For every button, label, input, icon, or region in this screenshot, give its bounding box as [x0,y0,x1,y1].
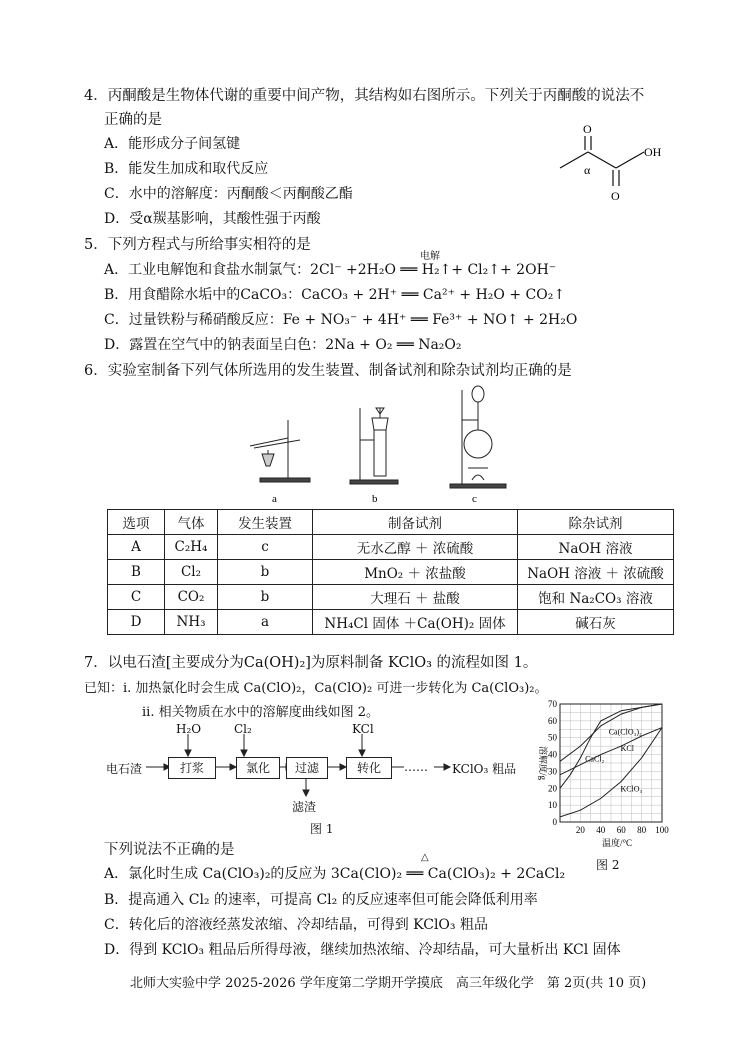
structure-alpha: α [584,163,591,177]
table-row [108,610,674,635]
q7-option-b: B．提高通入 Cl₂ 的速率，可提高 Cl₂ 的反应速率但可能会降低利用率 [104,892,538,908]
y-tick-label: 20 [548,783,557,794]
table-cell: 无水乙醇 ＋ 浓硫酸 [313,535,518,560]
q4-option-a: A．能形成分子间氢键 [104,136,241,152]
q6-stem: 6．实验室制备下列气体所选用的发生装置、制备试剂和除杂试剂均正确的是 [84,363,572,379]
flow-end: KClO₃ 粗品 [452,762,517,776]
pyruvic-acid-structure [548,120,678,210]
x-tick-label: 100 [655,825,669,835]
y-tick-label: 70 [548,699,557,709]
table-cell: b [218,560,313,585]
q5-option-a: A．工业电解饱和食盐水制氯气：2Cl⁻ +2H₂O ══ H₂↑+ Cl₂↑+ 2OH⁻ [104,262,557,278]
x-tick-label: 20 [575,825,585,835]
x-axis-label: 温度/°C [601,838,633,848]
q7-option-d: D．得到 KClO₃ 粗品后所得母液，继续加热浓缩、冷却结晶，可大量析出 KCl 固体 [104,942,621,958]
q5-option-d: D．露置在空气中的钠表面呈白色：2Na + O₂ ══ Na₂O₂ [104,337,462,353]
structure-oh: OH [644,145,662,159]
flow-dots: …… [404,760,428,774]
table-row [108,535,674,560]
x-tick-label: 40 [596,825,606,835]
flow-step-filtration: 过滤 [286,757,328,779]
table-cell: C₂H₄ [165,535,218,560]
table-cell: NaOH 溶液 ＋ 浓硫酸 [518,560,674,585]
q7-option-c: C．转化后的溶液经蒸发浓缩、冷却结晶，可得到 KClO₃ 粗品 [104,917,488,933]
table-cell: 碱石灰 [518,610,674,635]
y-tick-label: 60 [548,715,557,726]
structure-o-top: O [583,122,592,136]
solubility-chart [530,696,680,852]
q5-option-b: B．用食醋除水垢中的CaCO₃：CaCO₃ + 2H⁺ ══ Ca²⁺ + H₂O + CO₂↑ [104,287,566,303]
table-header-row [108,510,674,535]
table-header: 选项 [108,510,165,535]
table-cell: c [218,535,313,560]
q5-stem: 5．下列方程式与所给事实相符的是 [84,237,311,253]
table-cell: MnO₂ ＋ 浓盐酸 [313,560,518,585]
structure-o-bottom: O [611,189,620,203]
table-cell: CO₂ [165,585,218,610]
flow-byproduct: 滤渣 [292,800,317,814]
q5-option-c: C．过量铁粉与稀硝酸反应：Fe + NO₃⁻ + 4H⁺ ══ Fe³⁺ + NO↑ + 2H₂O [104,312,578,328]
apparatus-label-b: b [372,493,378,505]
q4-option-c: C．水中的溶解度：丙酮酸＜丙酮酸乙酯 [104,186,353,202]
table-header: 气体 [165,510,218,535]
table-cell: 大理石 ＋ 盐酸 [313,585,518,610]
flow-step-slurry: 打浆 [168,757,216,779]
apparatus-figure [240,380,520,508]
page-footer: 北师大实验中学 2025-2026 学年度第二学期开学摸底 高三年级化学 第 2页(共 10 页) [130,976,647,991]
series-label: KClO₃ [620,784,643,794]
series-label: Ca(ClO₃)₂ [608,727,642,737]
y-tick-label: 50 [548,732,557,743]
q6-table [107,509,674,635]
flow-step-conversion: 转化 [346,757,392,779]
q4-option-b: B．能发生加成和取代反应 [104,161,269,177]
y-tick-label: 40 [548,749,557,760]
table-cell: NH₄Cl 固体 ＋Ca(OH)₂ 固体 [313,610,518,635]
figure2-caption: 图 2 [596,858,620,872]
y-tick-label: 0 [552,817,557,827]
apparatus-label-a: a [272,493,277,505]
q7-question: 下列说法不正确的是 [104,842,235,858]
electrolysis-label: 电解 [420,251,440,262]
table-cell: NH₃ [165,610,218,635]
table-cell: Cl₂ [165,560,218,585]
series-label: CaCl₂ [585,754,605,764]
table-cell: C [108,585,165,610]
q7-option-a: A．氯化时生成 Ca(ClO₃)₂的反应为 3Ca(ClO)₂ ══ Ca(ClO₃)₂ + 2CaCl₂ [104,866,566,882]
q4-option-d: D．受α羰基影响，其酸性强于丙酸 [104,211,321,227]
table-row [108,560,674,585]
flow-input-kcl: KCl [352,722,374,736]
y-axis-label: 溶解度/g [538,745,548,781]
table-header: 除杂试剂 [518,510,674,535]
flow-start: 电石渣 [106,762,143,776]
table-cell: b [218,585,313,610]
flow-input-h2o: H₂O [176,722,202,736]
table-cell: D [108,610,165,635]
apparatus-label-c: c [472,493,477,505]
table-cell: B [108,560,165,585]
apparatus-a [250,420,310,482]
x-tick-label: 80 [637,825,647,835]
y-tick-label: 10 [548,800,557,811]
table-header: 发生装置 [218,510,313,535]
apparatus-b [350,408,398,484]
table-cell: a [218,610,313,635]
q7-stem: 7．以电石渣[主要成分为Ca(OH)₂]为原料制备 KClO₃ 的流程如图 1。 [84,655,538,671]
q7-known-i: 已知：i. 加热氯化时会生成 Ca(ClO)₂，Ca(ClO)₂ 可进一步转化为 Ca(ClO₃)₂。 [84,681,548,696]
flow-step-chlorination: 氯化 [236,757,280,779]
x-tick-label: 60 [616,825,626,835]
flow-input-cl2: Cl₂ [234,722,252,736]
heat-label: △ [421,852,429,863]
figure1-caption: 图 1 [310,822,334,836]
table-cell: A [108,535,165,560]
y-tick-label: 30 [548,766,557,777]
table-header: 制备试剂 [313,510,518,535]
table-cell: NaOH 溶液 [518,535,674,560]
q4-stem-line2: 正确的是 [104,112,162,128]
apparatus-c [450,386,506,488]
q4-stem-line1: 4．丙酮酸是生物体代谢的重要中间产物，其结构如右图所示。下列关于丙酮酸的说法不 [84,88,645,104]
table-cell: 饱和 Na₂CO₃ 溶液 [518,585,674,610]
table-row [108,585,674,610]
series-label: KCl [620,744,634,754]
q7-known-ii: ii. 相关物质在水中的溶解度曲线如图 2。 [142,705,379,720]
